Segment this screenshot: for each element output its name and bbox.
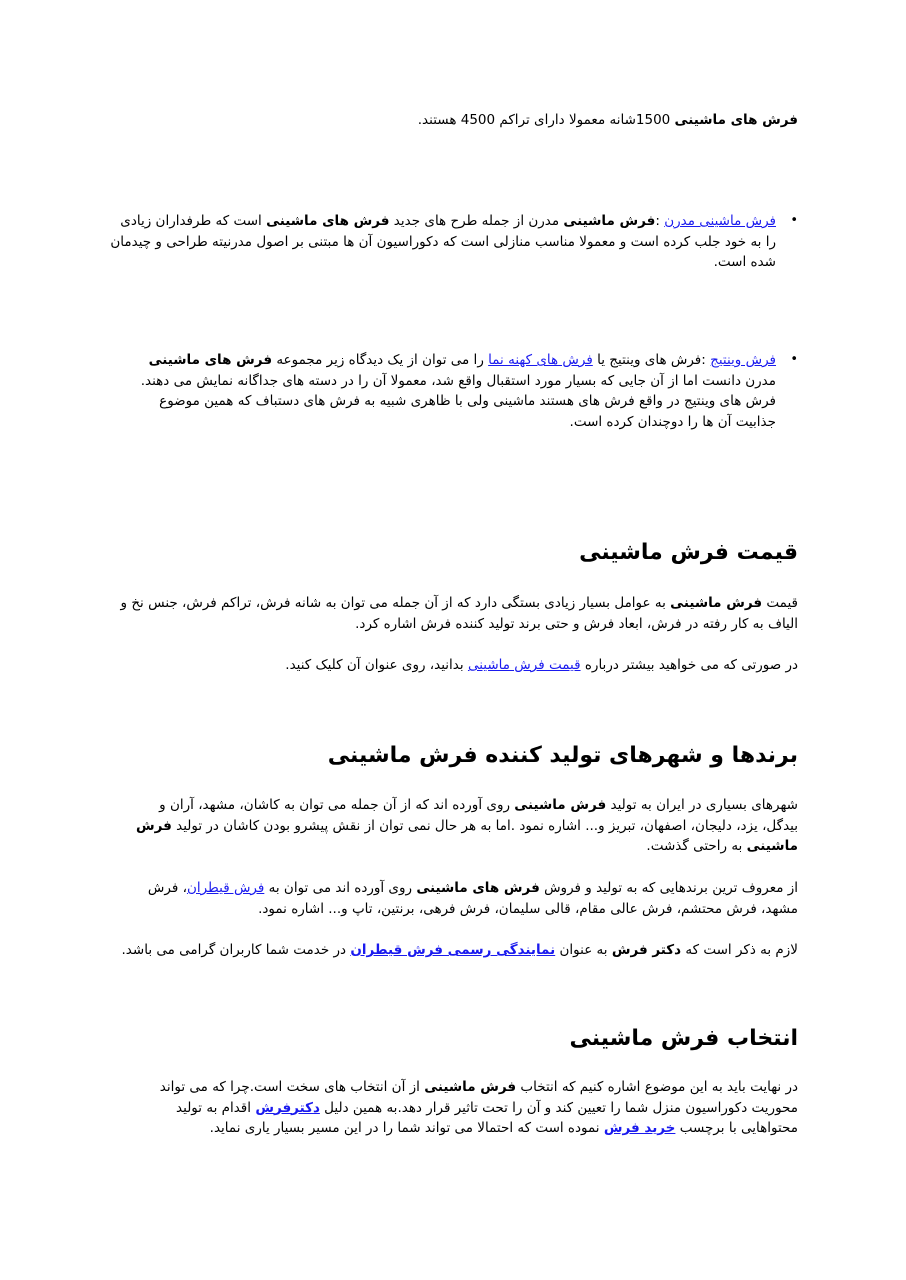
text: :	[655, 213, 665, 229]
text: به راحتی گذشت.	[646, 838, 747, 854]
link-modern-carpet[interactable]: فرش ماشینی مدرن	[664, 213, 776, 229]
text: ، فرش مشهد، فرش محتشم، فرش عالی مقام، قالی سلیمان، فرش فرهی، برنتین، تاپ و... اشاره نمود.	[147, 880, 798, 917]
link-ghaytaran-carpet[interactable]: فرش قیطران	[186, 880, 265, 896]
link-doctor-farsh[interactable]: دکترفرش	[255, 1099, 320, 1116]
paragraph	[108, 655, 798, 676]
paragraph	[108, 940, 798, 961]
link-carpet-price[interactable]: قیمت فرش ماشینی	[467, 657, 581, 673]
bullet-list-1	[108, 211, 798, 273]
section-heading: برندها و شهرهای تولید کننده فرش ماشینی	[327, 743, 798, 768]
intro-text: 1500شانه معمولا دارای تراکم 4500 هستند.	[417, 112, 675, 128]
list-item	[108, 211, 798, 273]
text: :فرش های وینتیج یا	[592, 352, 711, 368]
intro-paragraph	[118, 110, 798, 131]
link-official-agency[interactable]: نمایندگی رسمی فرش قیطران	[350, 942, 556, 958]
list-item	[132, 350, 798, 432]
link-vintage-carpet[interactable]: فرش وینتیج	[710, 352, 776, 368]
text: قیمت	[762, 595, 798, 611]
text: از معروف ترین برندهایی که به تولید و فروش	[539, 880, 798, 896]
text: در خدمت شما کاربران گرامی می باشد.	[121, 942, 351, 958]
text: مدرن از جمله طرح های جدید	[389, 213, 564, 229]
text: اقدام به تولید محتواهایی با برچسب	[176, 1099, 798, 1136]
paragraph	[134, 795, 798, 857]
bullet-list-2	[132, 350, 798, 432]
bold-text: دکتر فرش	[611, 942, 682, 958]
bold-text: فرش ماشینی	[563, 213, 656, 229]
text: به عنوان	[555, 942, 612, 958]
bullet-icon: •	[790, 352, 798, 367]
section-heading: قیمت فرش ماشینی	[579, 540, 798, 565]
paragraph	[134, 1077, 798, 1139]
section-selection	[108, 1024, 798, 1054]
link-antique-carpet[interactable]: فرش های کهنه نما	[488, 352, 593, 368]
text: روی آورده اند می توان به	[264, 880, 417, 896]
link-buy-carpet[interactable]: خرید فرش	[603, 1120, 676, 1136]
paragraph	[108, 593, 798, 634]
text: به عوامل بسیار زیادی بستگی دارد که از آن جمله می توان به شانه فرش، تراکم فرش، جنس نخ و الیاف به کار رفته در فرش، ابعاد فرش و حتی برند تولید کننده فرش اشاره کرد.	[120, 595, 798, 632]
text: مدرن دانست اما از آن جایی که بسیار مورد استقبال واقع شد، معمولا آن را در دسته های جداگانه نمایش می دهند. فرش های وینتیج در واقع فرش های هستند ماشینی ولی با ظاهری شبیه به فرش های دستباف که همین موضوع جذابیت آن ها را دوچندان کرده است.	[140, 372, 776, 430]
text: لازم به ذکر است که	[681, 942, 798, 958]
bold-text: فرش ماشینی	[514, 797, 607, 813]
paragraph	[134, 878, 798, 919]
text: روی آورده اند که از آن جمله می توان به کاشان، مشهد، آران و بیدگل، یزد، دلیجان، اصفهان، تبریز و... اشاره نمود .اما به هر حال نمی توان از نقش پیشرو بودن کاشان در تولید	[159, 797, 798, 834]
bold-text: فرش ماشینی	[424, 1079, 517, 1095]
section-heading: انتخاب فرش ماشینی	[569, 1026, 798, 1051]
bold-text: فرش ماشینی	[670, 595, 763, 611]
bold-text: فرش های ماشینی	[148, 352, 273, 368]
bold-text: فرش ماشینی	[135, 817, 798, 854]
text: شهرهای بسیاری در ایران به تولید	[606, 797, 798, 813]
text: از آن انتخاب های سخت است.چرا که می تواند محوریت دکوراسیون منزل شما را تعیین کند و آن را تحت تاثیر قرار دهد.به همین دلیل	[159, 1079, 798, 1116]
text: را می توان از یک دیدگاه زیر مجموعه	[272, 352, 489, 368]
text: در نهایت باید به این موضوع اشاره کنیم که انتخاب	[516, 1079, 798, 1095]
bold-text: فرش های ماشینی	[266, 213, 390, 229]
text: نموده است که احتمالا می تواند شما را در این مسیر بسیار یاری نماید.	[209, 1120, 604, 1136]
bullet-icon: •	[790, 213, 798, 228]
section-brands	[108, 741, 798, 771]
section-price	[108, 538, 798, 568]
intro-bold: فرش های ماشینی	[674, 112, 798, 128]
text: است که طرفداران زیادی را به خود جلب کرده است و معمولا مناسب منازلی است که دکوراسیون آن ها مبتنی بر اصول مدرنیته طراحی و چیدمان شده است.	[110, 213, 776, 270]
bold-text: فرش های ماشینی	[416, 880, 540, 896]
text: بدانید، روی عنوان آن کلیک کنید.	[285, 657, 468, 673]
text: در صورتی که می خواهید بیشتر درباره	[580, 657, 798, 673]
